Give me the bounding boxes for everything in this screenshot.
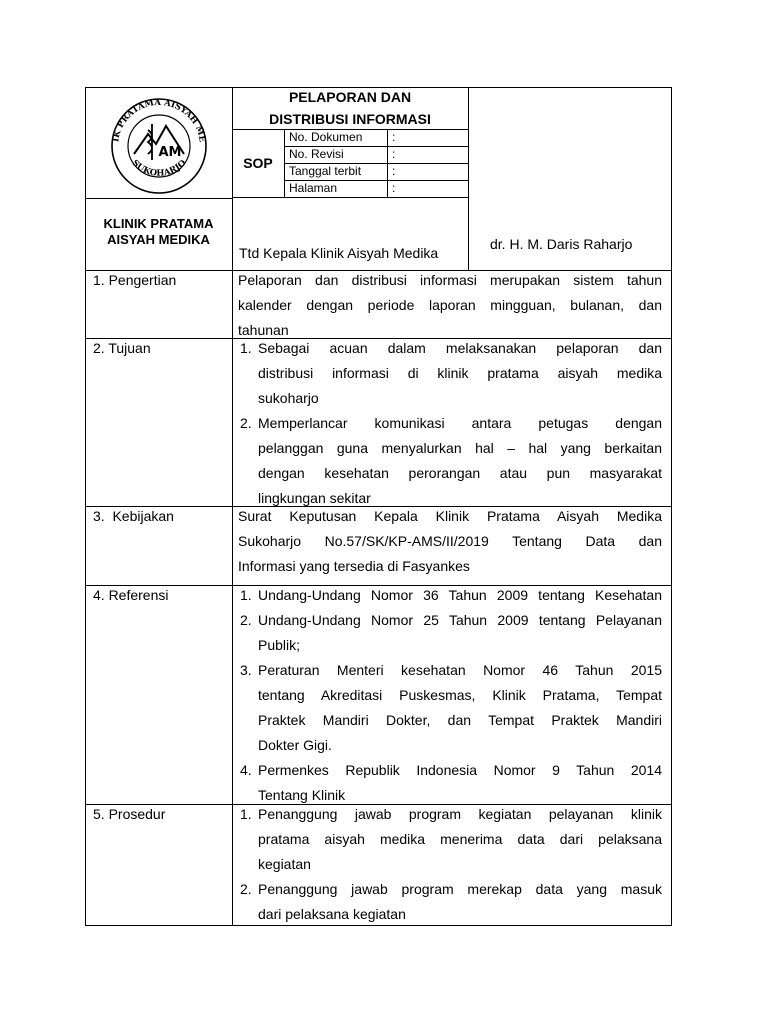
clinic-logo [104, 94, 214, 194]
text-line: dengan kesehatan perorangan atau pun masyarakat [258, 465, 662, 481]
sop-title-line-2: DISTRIBUSI INFORMASI [269, 111, 431, 127]
list-item [240, 411, 662, 511]
prosedur-label: 5. Prosedur [93, 806, 166, 822]
sop-title-line-1: PELAPORAN DAN [288, 89, 412, 105]
text-line: Informasi yang tersedia di Fasyankes [238, 558, 470, 574]
doc-label-divider [284, 129, 285, 197]
doc-value-divider [387, 129, 388, 197]
list-item [240, 877, 662, 927]
text-line: Undang-Undang Nomor 25 Tahun 2009 tentang Pelayanan [258, 612, 662, 628]
doc-field-line-4 [232, 197, 468, 198]
svg-text:KLINIK PRATAMA AISYAH MEDIKA [104, 94, 207, 143]
doc-field-value-tanggal: : [392, 164, 396, 178]
list-number: 2. [240, 415, 252, 431]
text-line: pelanggan guna menyalurkan hal – hal yang berkaitan [258, 440, 662, 456]
signature-label: Ttd Kepala Klinik Aisyah Medika [239, 245, 439, 261]
text-line: Undang-Undang Nomor 36 Tahun 2009 tentang Kesehatan [258, 587, 662, 603]
doc-field-value-halaman: : [392, 181, 396, 195]
text-line: Publik; [258, 637, 301, 653]
tujuan-list [240, 336, 662, 511]
referensi-list [240, 583, 662, 808]
list-item [240, 802, 662, 877]
text-line: Dokter Gigi. [258, 737, 332, 753]
kebijakan-label: 3. Kebijakan [93, 508, 174, 524]
doc-field-value-dokumen: : [392, 130, 396, 144]
text-line: Sukoharjo No.57/SK/KP-AMS/II/2019 Tentang Data dan [238, 533, 662, 549]
list-number: 1. [240, 587, 252, 603]
referensi-label: 4. Referensi [93, 587, 169, 603]
logo-monogram: AM [158, 145, 182, 160]
text-line: lingkungan sekitar [258, 490, 371, 506]
list-number: 1. [240, 806, 252, 822]
text-line: Sebagai acuan dalam melaksanakan pelaporan dan [258, 340, 662, 356]
svg-text:SUKOHARJO [130, 158, 189, 179]
list-number: 1. [240, 340, 252, 356]
column-divider-right [468, 87, 469, 270]
doc-field-label-dokumen: No. Dokumen [289, 130, 363, 144]
text-line: Surat Keputusan Kepala Klinik Pratama Aisyah Medika [238, 508, 662, 524]
text-line: Penanggung jawab program kegiatan pelayanan klinik [258, 806, 662, 822]
text-line: Tentang Klinik [258, 787, 346, 803]
tujuan-label: 2. Tujuan [93, 340, 151, 356]
clinic-name-line-2: AISYAH MEDIKA [107, 232, 210, 247]
text-line: Memperlancar komunikasi antara petugas dengan [258, 415, 662, 431]
list-item [240, 583, 662, 608]
list-item [240, 758, 662, 808]
doc-field-label-revisi: No. Revisi [289, 147, 344, 161]
text-line: pratama aisyah medika menerima data dari pelaksana [258, 831, 662, 847]
signer-name: dr. H. M. Daris Raharjo [490, 236, 633, 252]
text-line: Peraturan Menteri kesehatan Nomor 46 Tahun 2015 [258, 662, 662, 678]
text-line: Penanggung jawab program merekap data yang masuk [258, 881, 662, 897]
sop-label: SOP [243, 155, 273, 171]
list-number: 3. [240, 662, 252, 678]
list-number: 4. [240, 762, 252, 778]
text-line: Praktek Mandiri Dokter, dan Tempat Praktek Mandiri [258, 712, 662, 728]
text-line: Pelaporan dan distribusi informasi merupakan sistem tahun [238, 272, 662, 288]
text-line: sukoharjo [258, 390, 319, 406]
doc-field-label-halaman: Halaman [289, 181, 338, 195]
doc-field-value-revisi: : [392, 147, 396, 161]
text-line: distribusi informasi di klinik pratama aisyah medika [258, 365, 662, 381]
text-line: Permenkes Republik Indonesia Nomor 9 Tahun 2014 [258, 762, 662, 778]
text-line: kalender dengan periode laporan mingguan, bulanan, dan [238, 297, 662, 313]
list-item [240, 658, 662, 758]
logo-ring-text: IK PRATAMA AISYAH ME [111, 97, 207, 143]
prosedur-list [240, 802, 662, 927]
text-line: kegiatan [258, 856, 311, 872]
text-line: tentang Akreditasi Puskesmas, Klinik Pratama, Tempat [258, 687, 662, 703]
list-item [240, 336, 662, 411]
kebijakan-text [238, 504, 662, 579]
header-divider [85, 198, 232, 199]
logo-bottom-text: SUKOHARJO [129, 158, 189, 179]
doc-field-label-tanggal: Tanggal terbit [289, 164, 362, 178]
text-line: dari pelaksana kegiatan [258, 906, 406, 922]
list-number: 2. [240, 612, 252, 628]
list-item [240, 608, 662, 658]
pengertian-label: 1. Pengertian [93, 272, 177, 288]
pengertian-text [238, 268, 662, 343]
text-line: tahunan [238, 322, 289, 338]
column-divider-left [232, 87, 233, 926]
list-number: 2. [240, 881, 252, 897]
clinic-name-line-1: KLINIK PRATAMA [103, 216, 214, 231]
